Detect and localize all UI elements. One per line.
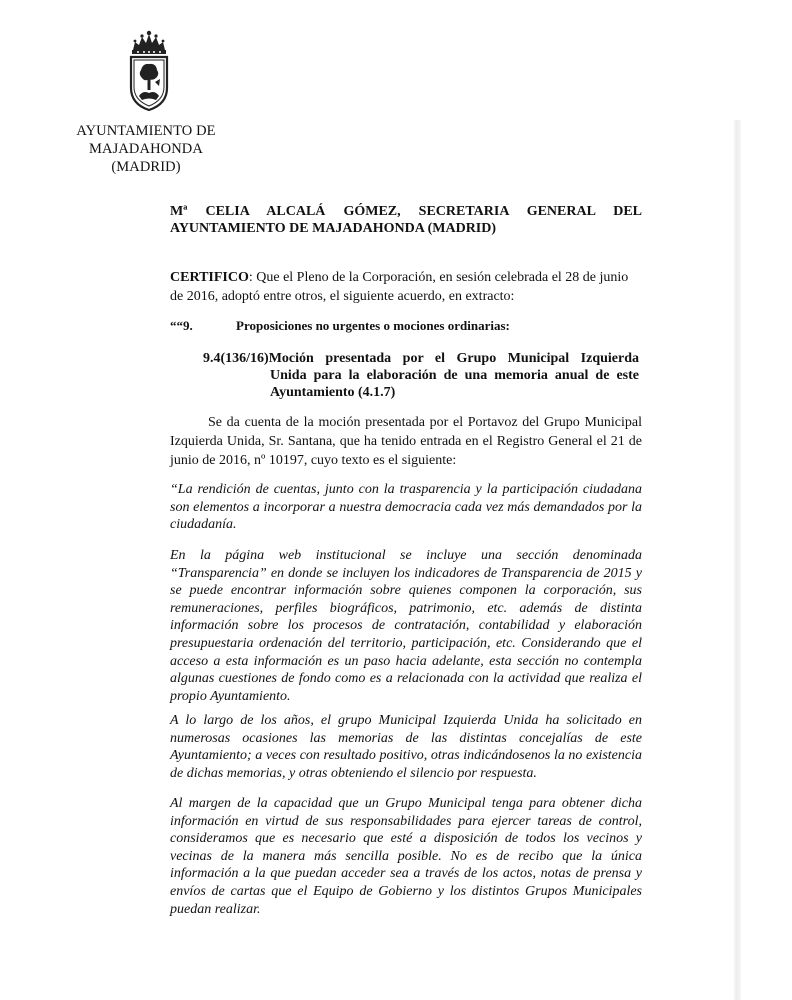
certifico-paragraph bbox=[170, 268, 642, 306]
motion-heading-line1: 9.4(136/16)Moción presentada por el Grupo Municipal Izquierda bbox=[203, 351, 639, 366]
page-edge-shadow bbox=[733, 120, 741, 1000]
section-title: Proposiciones no urgentes o mociones ordinarias: bbox=[236, 318, 510, 333]
title-line1: Mª CELIA ALCALÁ GÓMEZ, SECRETARIA GENERAL DEL bbox=[170, 204, 642, 219]
title-line2: AYUNTAMIENTO DE MAJADAHONDA (MADRID) bbox=[170, 221, 497, 236]
org-name-line2: MAJADAHONDA bbox=[89, 141, 203, 157]
motion-heading bbox=[203, 350, 639, 401]
motion-heading-rest: Unida para la elaboración de una memoria anual de este Ayuntamiento (4.1.7) bbox=[270, 368, 639, 400]
quoted-text-1: “La rendición de cuentas, junto con la trasparencia y la participación ciudadana son elementos a incorporar a nuestra democracia cada vez más demandados por la ciudadanía. bbox=[170, 482, 642, 533]
quoted-paragraph-2 bbox=[170, 547, 642, 705]
certifico-text: : Que el Pleno de la Corporación, en sesión celebrada el 28 de junio de 2016, adoptó entre otros, el siguiente acuerdo, en extracto: bbox=[170, 270, 629, 304]
quoted-text-3: A lo largo de los años, el grupo Municipal Izquierda Unida ha solicitado en numerosas ocasiones las memorias de las distintas concejalías de este Ayuntamiento; a veces con resultado positivo, otras indicándosenos la no existencia de dichas memorias, y otras obteniendo el silencio por respuesta. bbox=[170, 713, 642, 781]
intro-paragraph bbox=[170, 413, 642, 470]
quoted-paragraph-3 bbox=[170, 712, 642, 782]
coat-of-arms-icon bbox=[125, 30, 173, 112]
quoted-paragraph-1 bbox=[170, 481, 642, 534]
organization-name bbox=[60, 122, 232, 176]
document-title bbox=[170, 203, 642, 237]
org-name-line1: AYUNTAMIENTO DE bbox=[76, 123, 216, 139]
org-name-line3: (MADRID) bbox=[111, 159, 181, 175]
section-number: ““9. bbox=[170, 318, 193, 333]
section-heading bbox=[170, 318, 510, 334]
intro-text: Se da cuenta de la moción presentada por el Portavoz del Grupo Municipal Izquierda Unida, Sr. Santana, que ha tenido entrada en el Registro General el 21 de junio de 2016, nº 10197, cuyo texto es el siguiente: bbox=[170, 415, 642, 468]
quoted-text-4: Al margen de la capacidad que un Grupo Municipal tenga para obtener dicha información en virtud de sus responsabilidades para ejercer tareas de control, consideramos que es necesario que esté a disposición de todos los vecinos y vecinas de la manera más sencilla posible. No es de recibo que la única información a la que puedan acceder sea a través de los actos, notas de prensa y envíos de cartas que el Equipo de Gobierno y los distintos Grupos Municipales puedan realizar. bbox=[170, 796, 642, 917]
certifico-label: CERTIFICO bbox=[170, 270, 249, 285]
quoted-text-2: En la página web institucional se incluye una sección denominada “Transparencia” en donde se incluyen los indicadores de Transparencia de 2015 y se puede encontrar información sobre quienes componen la corporación, sus remuneraciones, perfiles biográficos, patrimonio, etc. además de distinta información sobre los procesos de contratación, contabilidad y elaboración presupuestaria ordenación del territorio, participación, etc. Considerando que el acceso a esta información es un paso hacia adelante, esta sección no contempla algunas cuestiones de fondo como es a relacionada con la actividad que realiza el propio Ayuntamiento. bbox=[170, 548, 642, 704]
quoted-paragraph-4 bbox=[170, 795, 642, 918]
